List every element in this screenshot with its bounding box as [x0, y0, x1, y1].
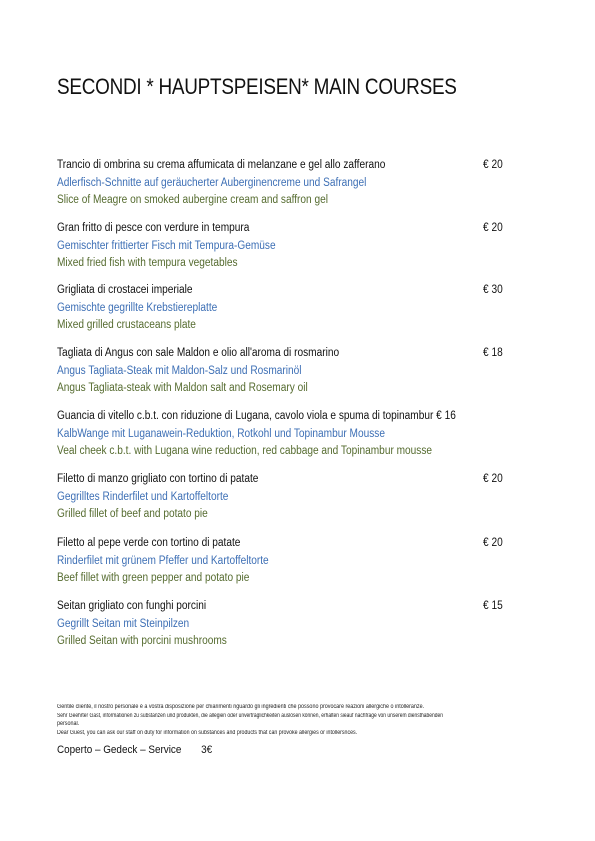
- cover-charge: [57, 744, 212, 756]
- allergen-note-german-cont: personal.: [57, 721, 80, 728]
- dish-name-german: Adlerfisch-Schnitte auf geräucherter Auberginencreme und Safrangel: [57, 176, 367, 189]
- dish-name-english: Beef fillet with green pepper and potato pie: [57, 572, 250, 584]
- allergen-note-italian: Gentile cliente, il nostro personale è a vostra disposizione per chiarimenti riguardo gli ingredienti che possono provocare reazioni allergiche o intolleranze.: [57, 704, 425, 710]
- allergen-note-german: Sehr Geehrter Gast, informationen zu substanzen und produkten, die allegien oder unverträglichkeiten auslösen können, erhalten sieauf nachfrage von unserem diensthabenden: [57, 712, 443, 719]
- dish-name-english: Grilled Seitan with porcini mushrooms: [57, 635, 227, 647]
- menu-item: [57, 345, 517, 398]
- dish-price: € 20: [483, 537, 503, 549]
- dish-name-italian: Filetto di manzo grigliato con tortino di patate: [57, 473, 259, 485]
- menu-item: [57, 408, 517, 461]
- dish-price: € 18: [483, 347, 503, 359]
- dish-name-italian: Grigliata di crostacei imperiale: [57, 284, 193, 296]
- menu-item: [57, 535, 517, 588]
- menu-item: [57, 157, 517, 210]
- cover-charge-amount: 3€: [201, 744, 213, 756]
- dish-name-english: Mixed fried fish with tempura vegetables: [57, 257, 238, 269]
- dish-name-english: Angus Tagliata-steak with Maldon salt and Rosemary oil: [57, 382, 308, 394]
- allergen-note-english: Dear Guest, you can ask our staff on duty for information on substances and products that can provoke allergies or intollersnces.: [57, 729, 358, 736]
- cover-charge-label: Coperto – Gedeck – Service: [57, 744, 182, 756]
- dish-price: € 20: [483, 159, 503, 171]
- dish-name-english: Grilled fillet of beef and potato pie: [57, 508, 208, 520]
- menu-item: [57, 598, 517, 651]
- dish-price: € 30: [483, 284, 503, 296]
- dish-price: € 20: [483, 222, 503, 234]
- dish-name-german: Gegrillt Seitan mit Steinpilzen: [57, 617, 190, 630]
- menu-item: [57, 282, 517, 335]
- dish-name-italian: Gran fritto di pesce con verdure in tempura: [57, 222, 250, 234]
- dish-name-english: Slice of Meagre on smoked aubergine cream and saffron gel: [57, 194, 328, 206]
- menu-item: [57, 220, 517, 273]
- dish-name-german: Angus Tagliata-Steak mit Maldon-Salz und Rosmarinöl: [57, 364, 302, 377]
- dish-name-italian: Filetto al pepe verde con tortino di patate: [57, 537, 241, 549]
- dish-name-italian: Tagliata di Angus con sale Maldon e olio all'aroma di rosmarino: [57, 347, 340, 359]
- dish-name-german: Rinderfilet mit grünem Pfeffer und Kartoffeltorte: [57, 554, 269, 567]
- dish-name-german: Gegrilltes Rinderfilet und Kartoffeltorte: [57, 490, 229, 503]
- dish-price: € 20: [483, 473, 503, 485]
- dish-name-italian: Trancio di ombrina su crema affumicata di melanzane e gel allo zafferano: [57, 159, 386, 171]
- dish-name-german: KalbWange mit Luganawein-Reduktion, Rotkohl und Topinambur Mousse: [57, 427, 385, 440]
- dish-name-italian: Seitan grigliato con funghi porcini: [57, 600, 207, 612]
- dish-name-english: Mixed grilled crustaceans plate: [57, 319, 196, 331]
- dish-name-english: Veal cheek c.b.t. with Lugana wine reduction, red cabbage and Topinambur mousse: [57, 445, 433, 457]
- menu-item: [57, 471, 517, 524]
- dish-price: € 15: [483, 600, 503, 612]
- dish-name-italian: Guancia di vitello c.b.t. con riduzione di Lugana, cavolo viola e spuma di topinambur € 16: [57, 410, 456, 422]
- page-title: SECONDI * HAUPTSPEISEN* MAIN COURSES: [57, 74, 457, 99]
- dish-name-german: Gemischter frittierter Fisch mit Tempura-Gemüse: [57, 239, 276, 252]
- dish-name-german: Gemischte gegrillte Krebstiereplatte: [57, 301, 218, 314]
- allergen-notes: [57, 703, 527, 737]
